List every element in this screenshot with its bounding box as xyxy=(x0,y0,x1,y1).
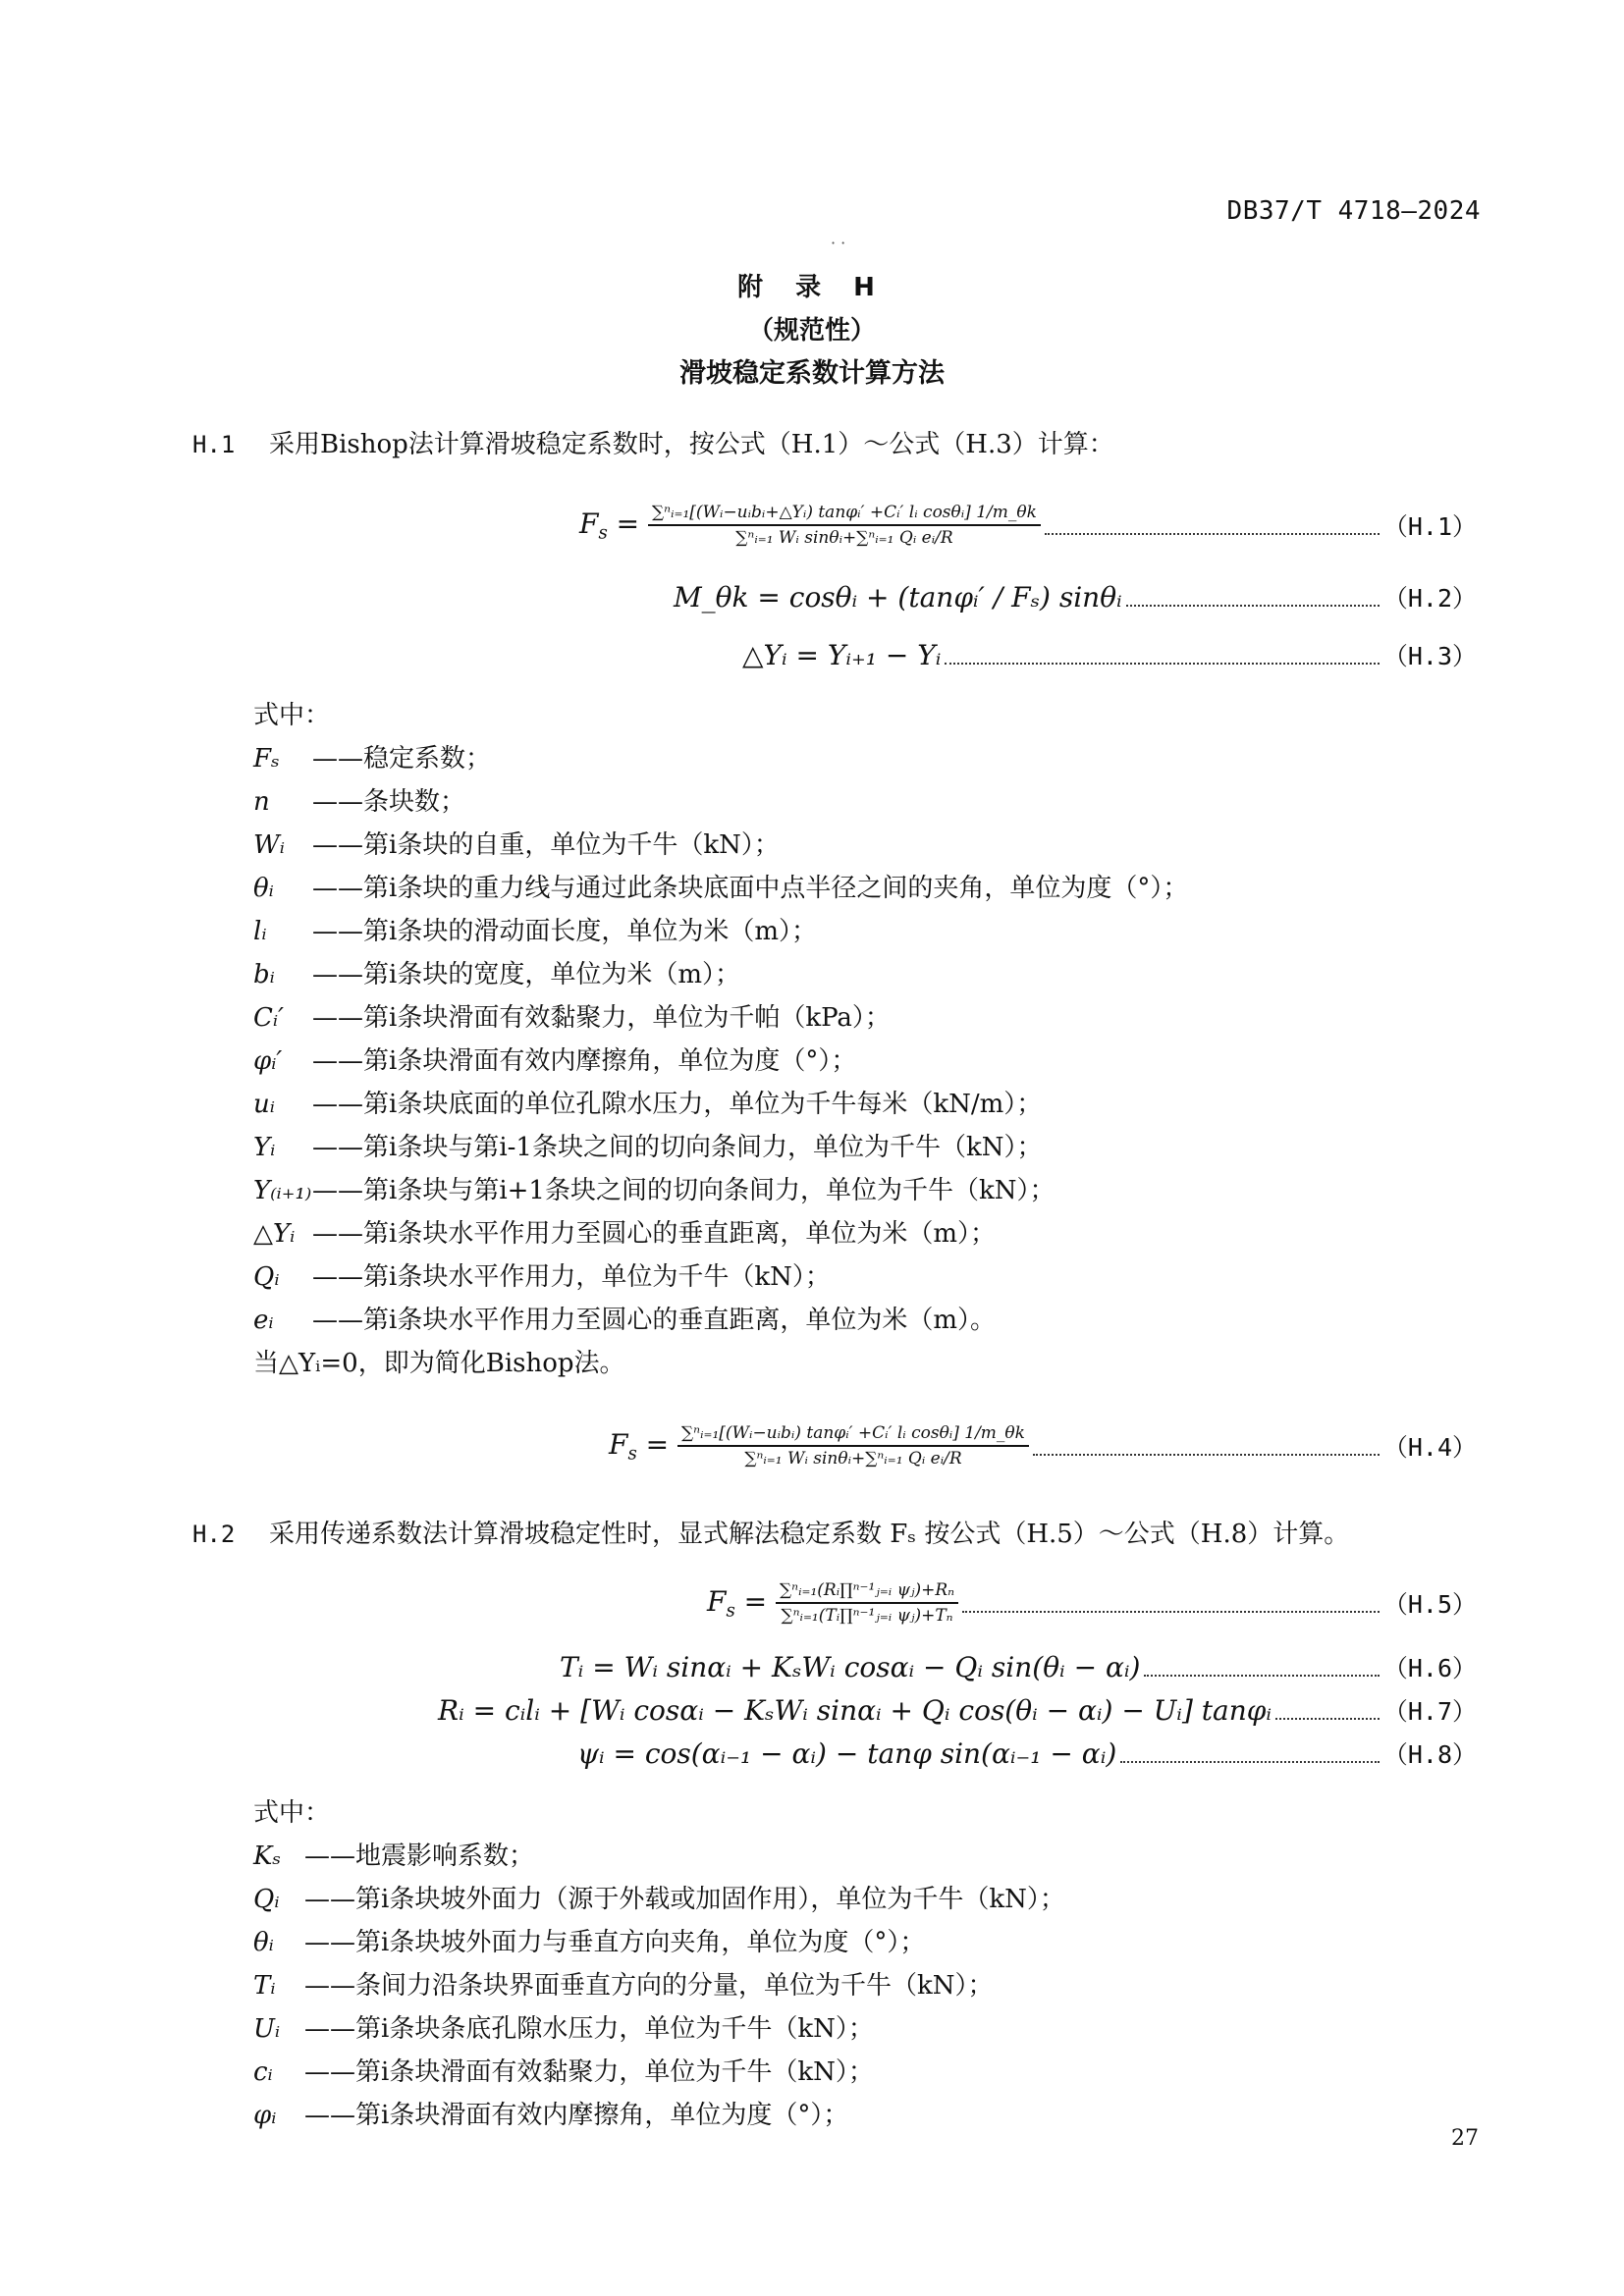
definition-item: θᵢ ——第i条块坡外面力与垂直方向夹角，单位为度（°）； xyxy=(253,1928,926,1957)
definition-item: Wᵢ ——第i条块的自重，单位为千牛（kN）； xyxy=(253,830,780,860)
clause-number: H.2 xyxy=(192,1521,236,1548)
equation-formula: Rᵢ = cᵢlᵢ + [Wᵢ cosαᵢ − KₛWᵢ sinαᵢ + Qᵢ cos(θᵢ − αᵢ) − Uᵢ] tanφᵢ xyxy=(438,1693,1272,1727)
definition-item: bᵢ ——第i条块的宽度，单位为米（m）； xyxy=(253,960,740,989)
dot-leader xyxy=(962,1611,1380,1613)
definition-item: Uᵢ ——第i条块条底孔隙水压力，单位为千牛（kN）； xyxy=(253,2014,874,2044)
fraction-numerator: ∑ⁿᵢ₌₁[(Wᵢ−uᵢbᵢ) tanφᵢ′ +Cᵢ′ lᵢ cosθᵢ] 1/m_θk xyxy=(677,1423,1029,1447)
fraction-numerator: ∑ⁿᵢ₌₁(Rᵢ∏ⁿ⁻¹ⱼ₌ᵢ ψⱼ)+Rₙ xyxy=(776,1580,958,1604)
dot-leader xyxy=(1275,1718,1380,1720)
definition-item: Y₍ᵢ₊₁₎——第i条块与第i+1条块之间的切向条间力，单位为千牛（kN）； xyxy=(253,1176,1056,1205)
equation-label: （H.3） xyxy=(1382,642,1477,670)
equation-formula: M_θk = cosθᵢ + (tanφᵢ′ / Fₛ) sinθᵢ xyxy=(674,580,1122,614)
equation-lhs: $F_s$ = xyxy=(609,1427,678,1465)
fraction-denominator: ∑ⁿᵢ₌₁(Tᵢ∏ⁿ⁻¹ⱼ₌ᵢ ψⱼ)+Tₙ xyxy=(781,1606,953,1626)
definition-item: eᵢ ——第i条块水平作用力至圆心的垂直距离，单位为米（m）。 xyxy=(253,1306,996,1335)
equation-label: （H.1） xyxy=(1382,512,1477,541)
equation-label: （H.4） xyxy=(1382,1433,1477,1462)
fraction-denominator: ∑ⁿᵢ₌₁ Wᵢ sinθᵢ+∑ⁿᵢ₌₁ Qᵢ eᵢ/R xyxy=(744,1449,962,1468)
definition-item: uᵢ ——第i条块底面的单位孔隙水压力，单位为千牛每米（kN/m）； xyxy=(253,1090,1043,1119)
dot-leader xyxy=(1126,605,1380,607)
dot-leader xyxy=(1033,1454,1380,1456)
equation-fraction xyxy=(648,503,1041,548)
clause-text: 采用Bishop法计算滑坡稳定系数时，按公式（H.1）～公式（H.3）计算： xyxy=(269,430,1114,459)
equation-label: （H.7） xyxy=(1382,1697,1477,1726)
page-number: 27 xyxy=(1451,2126,1479,2151)
definition-item: Yᵢ ——第i条块与第i-1条块之间的切向条间力，单位为千牛（kN）； xyxy=(253,1133,1043,1162)
definition-item: △Yᵢ ——第i条块水平作用力至圆心的垂直距离，单位为米（m）； xyxy=(253,1219,996,1249)
equation-h3 xyxy=(742,633,1477,676)
where-label: 式中： xyxy=(253,701,331,730)
header-dots: · · xyxy=(831,234,846,252)
document-code: DB37/T 4718—2024 xyxy=(1226,196,1481,226)
appendix-name: 滑坡稳定系数计算方法 xyxy=(679,358,945,389)
dot-leader xyxy=(945,663,1379,665)
clause-number: H.1 xyxy=(192,431,236,458)
dot-leader xyxy=(1045,533,1380,535)
equation-label: （H.8） xyxy=(1382,1740,1477,1769)
definition-item: φᵢ ——第i条块滑面有效内摩擦角，单位为度（°）； xyxy=(253,2101,849,2130)
definition-item: Fₛ ——稳定系数； xyxy=(253,744,492,774)
equation-fraction xyxy=(677,1423,1029,1468)
clause-text: 采用传递系数法计算滑坡稳定性时，显式解法稳定系数 Fₛ 按公式（H.5）～公式（H.8）计算。 xyxy=(269,1520,1350,1549)
definition-item: φᵢ′ ——第i条块滑面有效内摩擦角，单位为度（°）； xyxy=(253,1046,857,1076)
equation-formula: ψᵢ = cos(αᵢ₋₁ − αᵢ) − tanφ sin(αᵢ₋₁ − αᵢ) xyxy=(577,1736,1117,1770)
equation-h8 xyxy=(577,1732,1477,1775)
equation-label: （H.6） xyxy=(1382,1654,1477,1682)
dot-leader xyxy=(1144,1675,1379,1677)
definition-item: Kₛ ——地震影响系数； xyxy=(253,1842,535,1871)
definition-item: cᵢ ——第i条块滑面有效黏聚力，单位为千牛（kN）； xyxy=(253,2057,874,2087)
equation-fraction xyxy=(776,1580,958,1626)
definition-item: θᵢ ——第i条块的重力线与通过此条块底面中点半径之间的夹角，单位为度（°）； xyxy=(253,874,1189,903)
equation-formula: △Yᵢ = Yᵢ₊₁ − Yᵢ xyxy=(742,638,942,671)
equation-lhs: $F_s$ = xyxy=(707,1584,777,1622)
where-label: 式中： xyxy=(253,1798,331,1828)
equation-label: （H.5） xyxy=(1382,1590,1477,1619)
appendix-title: 附 录 H xyxy=(737,273,887,302)
fraction-denominator: ∑ⁿᵢ₌₁ Wᵢ sinθᵢ+∑ⁿᵢ₌₁ Qᵢ eᵢ/R xyxy=(735,528,953,548)
fraction-numerator: ∑ⁿᵢ₌₁[(Wᵢ−uᵢbᵢ+△Yᵢ) tanφᵢ′ +Cᵢ′ lᵢ cosθᵢ] 1/m_θk xyxy=(648,503,1041,526)
definition-item: Qᵢ ——第i条块水平作用力，单位为千牛（kN）； xyxy=(253,1262,831,1292)
equation-h6 xyxy=(560,1645,1477,1688)
equation-h4 xyxy=(609,1414,1477,1478)
definition-item: Cᵢ′ ——第i条块滑面有效黏聚力，单位为千帕（kPa）； xyxy=(253,1003,891,1033)
dot-leader xyxy=(1120,1761,1380,1763)
equation-lhs: $F_s$ = xyxy=(579,507,649,544)
definition-item: Tᵢ ——条间力沿条块界面垂直方向的分量，单位为千牛（kN）； xyxy=(253,1971,994,2001)
clause-h2 xyxy=(192,1514,1349,1550)
simplified-note: 当△Yᵢ=0，即为简化Bishop法。 xyxy=(253,1349,625,1378)
definition-item: n ——条块数； xyxy=(253,787,466,817)
appendix-type: （规范性） xyxy=(747,316,876,346)
equation-h1 xyxy=(579,493,1477,558)
equation-h5 xyxy=(707,1571,1477,1635)
equation-h2 xyxy=(674,575,1477,618)
equation-formula: Tᵢ = Wᵢ sinαᵢ + KₛWᵢ cosαᵢ − Qᵢ sin(θᵢ − αᵢ) xyxy=(560,1650,1141,1683)
equation-h7 xyxy=(438,1688,1477,1732)
equation-label: （H.2） xyxy=(1382,584,1477,613)
clause-h1 xyxy=(192,424,1114,460)
definition-item: Qᵢ ——第i条块坡外面力（源于外载或加固作用），单位为千牛（kN）； xyxy=(253,1885,1065,1914)
definition-item: lᵢ ——第i条块的滑动面长度，单位为米（m）； xyxy=(253,917,817,946)
